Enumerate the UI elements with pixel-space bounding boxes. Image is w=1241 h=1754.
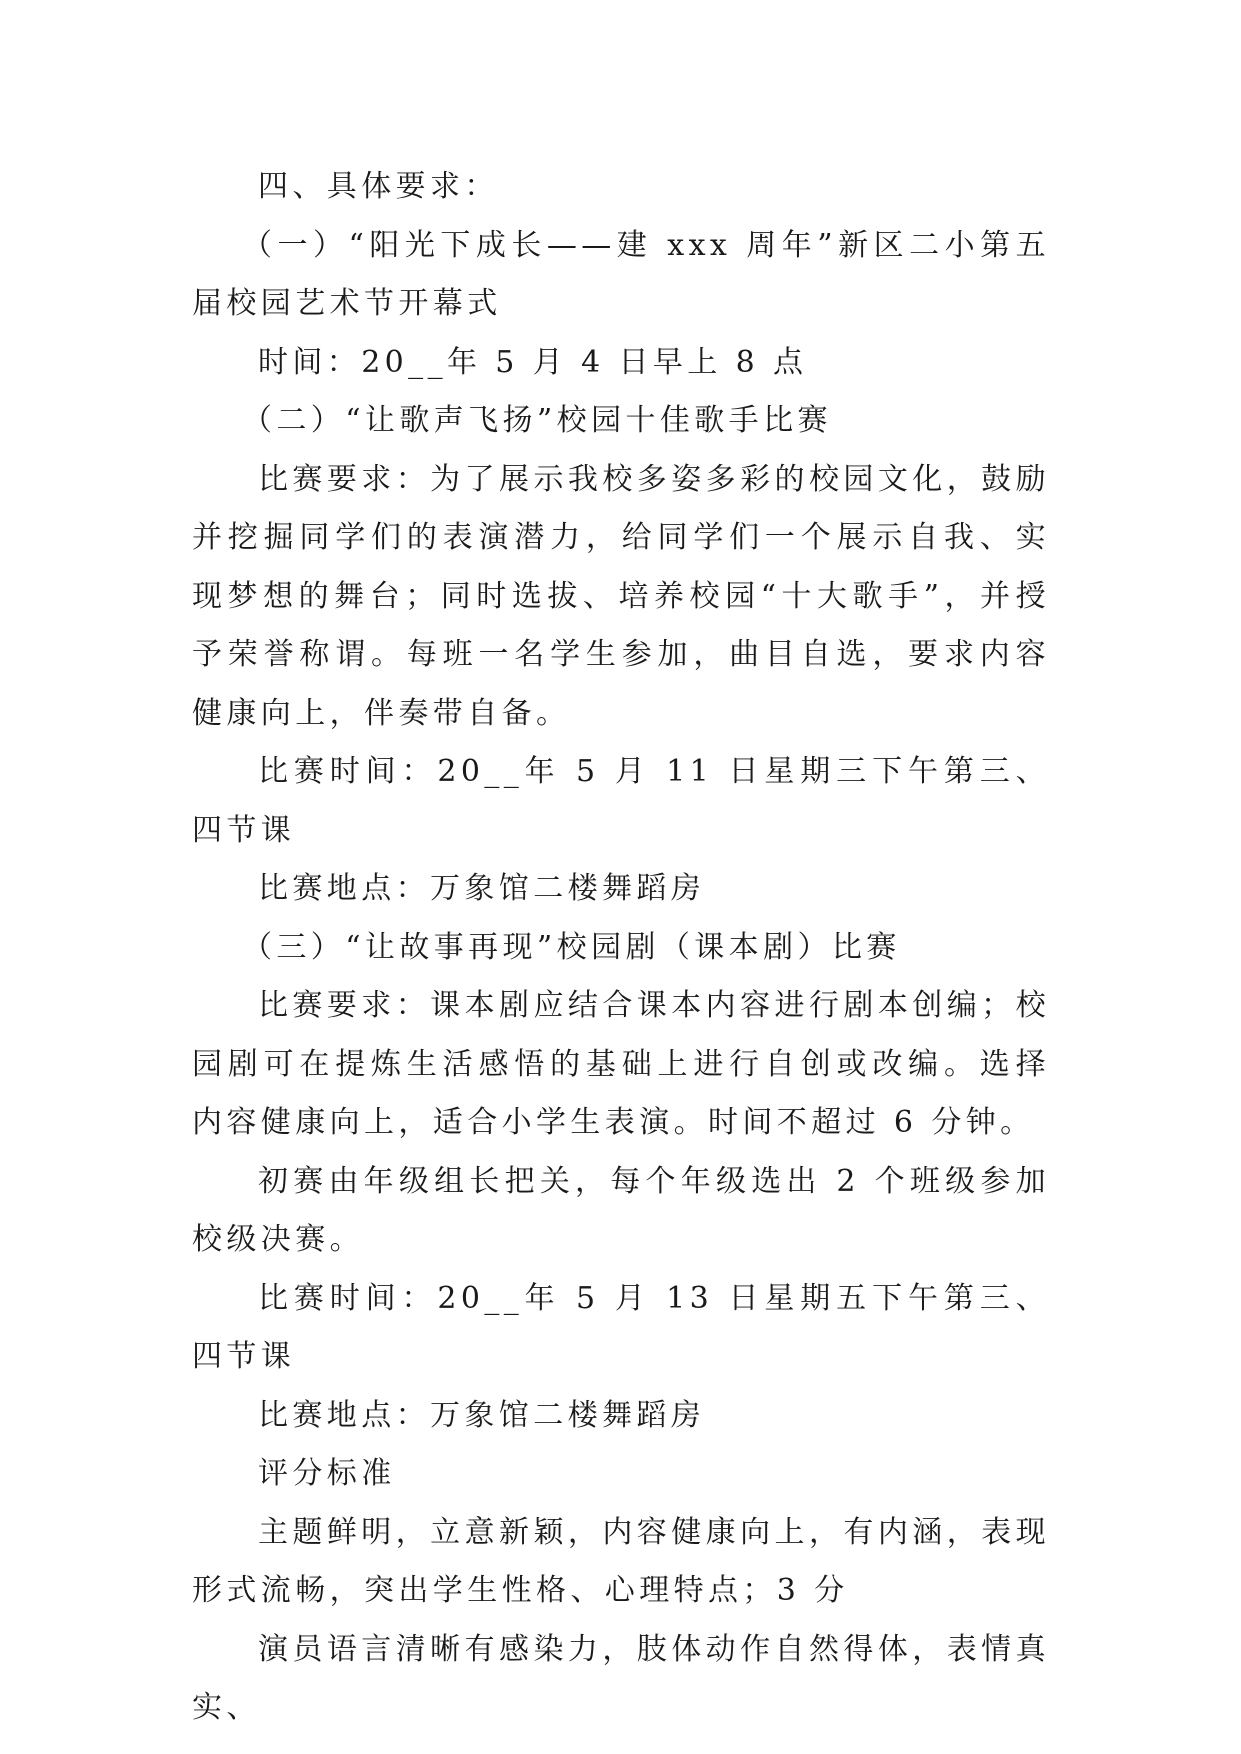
paragraph-drama-venue: 比赛地点：万象馆二楼舞蹈房 xyxy=(258,1397,706,1433)
paragraph-singer-requirements: 比赛要求：为了展示我校多姿多彩的校园文化，鼓励并挖掘同学们的表演潜力，给同学们一个展示自我、实现梦想的舞台；同时选拔、培养校园“十大歌手”，并授予荣誉称谓。每班一名学生参加，曲目自选，要求内容健康向上，伴奏带自备。 xyxy=(192,461,1050,731)
paragraph-drama-preliminary: 初赛由年级组长把关，每个年级选出 2 个班级参加校级决赛。 xyxy=(192,1163,1050,1257)
subsection-heading-drama-contest: （三）“让故事再现”校园剧（课本剧）比赛 xyxy=(242,929,901,965)
paragraph-singer-time: 比赛时间：20__年 5 月 11 日星期三下午第三、四节课 xyxy=(192,754,1050,848)
subsection-heading-opening-ceremony: （一）“阳光下成长——建 xxx 周年”新区二小第五届校园艺术节开幕式 xyxy=(192,227,1050,321)
paragraph-scoring-theme: 主题鲜明，立意新颖，内容健康向上，有内涵，表现形式流畅，突出学生性格、心理特点；3 分 xyxy=(192,1514,1050,1608)
paragraph-scoring-heading: 评分标准 xyxy=(258,1456,396,1491)
paragraph-drama-time: 比赛时间：20__年 5 月 13 日星期五下午第三、四节课 xyxy=(192,1280,1050,1374)
section-heading-requirements: 四、具体要求： xyxy=(258,169,499,204)
subsection-heading-singer-contest: （二）“让歌声飞扬”校园十佳歌手比赛 xyxy=(242,403,832,438)
document-body xyxy=(192,158,1050,1738)
paragraph-scoring-actors: 演员语言清晰有感染力，肢体动作自然得体，表情真实、 xyxy=(192,1631,1050,1725)
paragraph-opening-time: 时间：20__年 5 月 4 日早上 8 点 xyxy=(258,344,808,380)
paragraph-singer-venue: 比赛地点：万象馆二楼舞蹈房 xyxy=(258,871,706,906)
paragraph-drama-requirements: 比赛要求：课本剧应结合课本内容进行剧本创编；校园剧可在提炼生活感悟的基础上进行自创或改编。选择内容健康向上，适合小学生表演。时间不超过 6 分钟。 xyxy=(192,988,1050,1140)
